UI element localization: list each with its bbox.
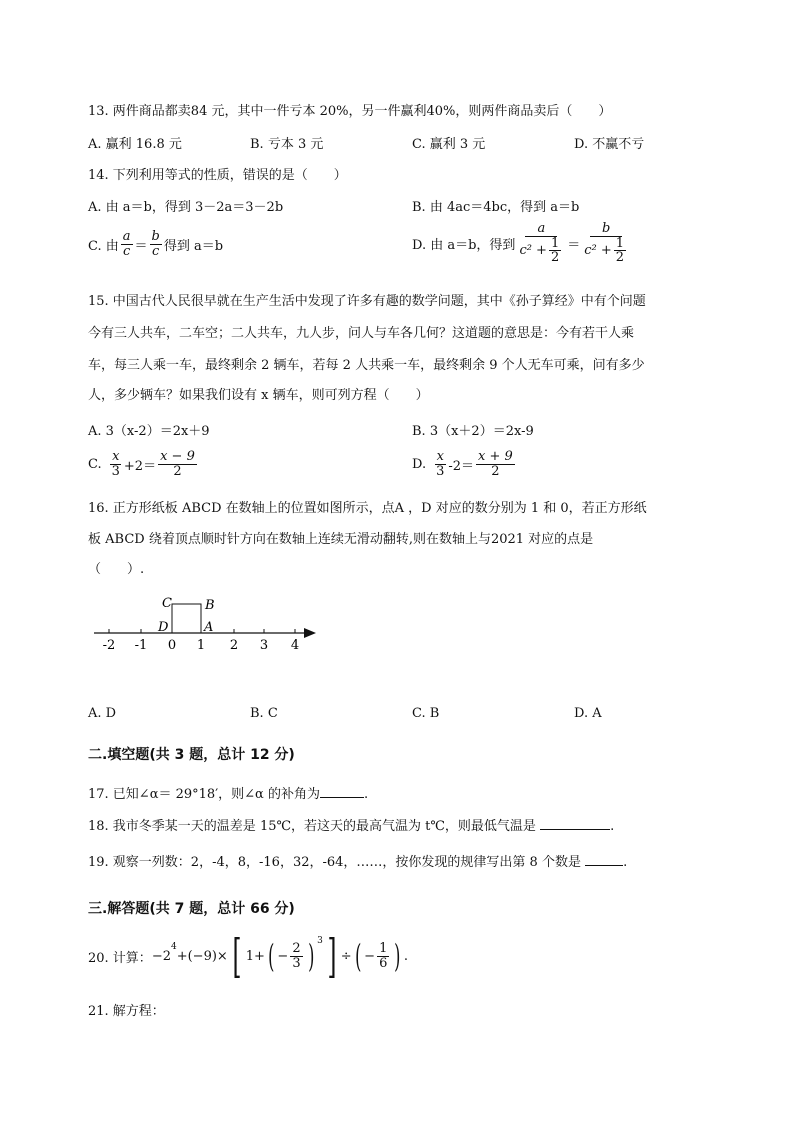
- q14-c-eq: ＝: [134, 238, 148, 254]
- q14-c-frac2: $\frac{b}{c}$: [151, 229, 160, 259]
- number-line-arrow: [304, 628, 316, 638]
- q18: [88, 815, 614, 834]
- q14-c-frac1: $\frac{a}{c}$: [122, 229, 131, 259]
- q18-text: 18. 我市冬季某一天的温差是 15℃，若这天的最高气温为 t℃，则最低气温是: [88, 819, 536, 834]
- q13-option-b[interactable]: B. 亏本 3 元: [250, 137, 324, 152]
- q15-line1: 15. 中国古代人民很早就在生产生活中发现了许多有趣的数学问题，其中《孙子算经》中有个问题: [88, 294, 646, 309]
- q17-period: .: [363, 787, 369, 802]
- q20-one-plus: 1+: [245, 948, 265, 964]
- q20-minus2: −: [364, 948, 376, 964]
- q16-option-c[interactable]: C. B: [412, 706, 440, 721]
- q20: [88, 930, 408, 982]
- q15-d-prefix: D.: [412, 456, 427, 472]
- q14-c-prefix: C. 由: [88, 238, 119, 254]
- q20-frac1: $\frac{2}{3}$: [292, 940, 301, 971]
- tick-labels: [103, 638, 299, 653]
- q15-c-mid: +2＝: [123, 458, 157, 474]
- q15-line4: 人，多少辆车？如果我们设有 x 辆车，则可列方程（ ）: [88, 388, 429, 403]
- q16-option-b[interactable]: B. C: [250, 706, 278, 721]
- q14-option-a[interactable]: A. 由 a＝b，得到 3－2a＝3－2b: [88, 200, 284, 215]
- q14-option-d[interactable]: [412, 222, 632, 265]
- tick-label: 3: [259, 638, 269, 653]
- q15-option-d[interactable]: [412, 450, 517, 478]
- q17-answer-blank[interactable]: [320, 797, 364, 798]
- q20-divide: ÷: [340, 948, 352, 964]
- q14-c-suffix: 得到 a＝b: [163, 238, 224, 254]
- q14-d-eq: ＝: [567, 237, 581, 253]
- q15-c-frac1: $\frac{x}{3}$: [111, 449, 120, 479]
- q20-left-paren2: (: [354, 937, 362, 975]
- q21-title: 21. 解方程：: [88, 1004, 165, 1019]
- q17-text: 17. 已知∠α＝ 29°18′，则∠α 的补角为: [88, 787, 320, 802]
- q14-d-frac1: a c² + $\frac{1}{2}$: [519, 221, 560, 266]
- q16-option-a[interactable]: A. D: [88, 706, 117, 721]
- q13-option-c[interactable]: C. 赢利 3 元: [412, 137, 486, 152]
- q20-term2: +(−9)×: [176, 948, 228, 964]
- q20-period: .: [403, 948, 408, 964]
- q20-exp2: 3: [317, 936, 323, 946]
- q15-d-mid: -2＝: [448, 458, 475, 474]
- q15-c-prefix: C.: [88, 456, 102, 472]
- q20-label: 20. 计算：: [88, 950, 152, 966]
- q14-option-c[interactable]: [88, 230, 223, 258]
- q17: [88, 783, 368, 802]
- tick-label: 4: [290, 638, 300, 653]
- q18-period: .: [610, 819, 615, 834]
- q15-option-b[interactable]: B. 3（x＋2）＝2x-9: [412, 424, 534, 439]
- q19-answer-blank[interactable]: [585, 865, 623, 866]
- tick-label: -2: [102, 638, 116, 653]
- q15-c-frac2: $\frac{x - 9}{2}$: [160, 449, 195, 479]
- q19-text: 19. 观察一列数：2，-4，8，-16，32，-64，……，按你发现的规律写出第 8 个数是: [88, 855, 581, 870]
- q13-option-d[interactable]: D. 不赢不亏: [574, 137, 645, 152]
- q14-option-b[interactable]: B. 由 4ac＝4bc，得到 a＝b: [412, 200, 580, 215]
- label-b: B: [205, 598, 215, 613]
- q16-line1: 16. 正方形纸板 ABCD 在数轴上的位置如图所示，点A ，D 对应的数分别为 1 和 0，若正方形纸: [88, 501, 647, 516]
- q20-frac2: $\frac{1}{6}$: [379, 940, 388, 971]
- q14-stem: 14. 下列利用等式的性质，错误的是（ ）: [88, 168, 347, 183]
- q15-d-frac2: $\frac{x + 9}{2}$: [478, 449, 513, 479]
- label-d: D: [158, 620, 169, 635]
- q15-option-c[interactable]: [88, 450, 199, 478]
- q19-period: .: [623, 855, 628, 870]
- q20-left-paren: (: [268, 937, 275, 975]
- q20-right-paren: ): [307, 937, 314, 975]
- q20-minus1: −: [277, 948, 289, 964]
- label-c: C: [162, 596, 172, 611]
- q14-d-frac2: b c² + $\frac{1}{2}$: [584, 221, 625, 266]
- tick-label: 0: [167, 638, 177, 653]
- q20-term1: −2: [151, 948, 171, 964]
- tick-label: -1: [134, 638, 148, 653]
- q13-option-a[interactable]: A. 赢利 16.8 元: [88, 137, 182, 152]
- q15-d-frac1: $\frac{x}{3}$: [436, 449, 445, 479]
- q13-stem: 13. 两件商品都卖84 元，其中一件亏本 20%，另一件赢利40%，则两件商品卖后（ ）: [88, 104, 612, 119]
- q19: [88, 851, 627, 870]
- number-line-figure: [80, 585, 340, 665]
- section-solve-title: 三.解答题(共 7 题，总计 66 分): [88, 901, 295, 917]
- square-abcd: [172, 604, 201, 633]
- q16-line2: 板 ABCD 绕着顶点顺时针方向在数轴上连续无滑动翻转,则在数轴上与2021 对应的点是: [88, 532, 594, 547]
- q16-option-d[interactable]: D. A: [574, 706, 602, 721]
- q15-option-a[interactable]: A. 3（x-2）＝2x＋9: [88, 424, 210, 439]
- tick-label: 2: [229, 638, 239, 653]
- tick-label: 1: [196, 638, 206, 653]
- label-a: A: [204, 620, 214, 635]
- q20-exp1: 4: [170, 942, 177, 952]
- q20-right-paren2: ): [394, 937, 401, 975]
- q16-line3: （ ）.: [88, 562, 145, 577]
- q15-line3: 车，每三人乘一车，最终剩余 2 辆车，若每 2 人共乘一车，最终剩余 9 个人无车可乘，问有多少: [88, 358, 645, 373]
- q18-answer-blank[interactable]: [540, 829, 610, 830]
- q20-right-bracket: ]: [327, 929, 337, 983]
- q14-d-prefix: D. 由 a＝b，得到: [412, 237, 516, 253]
- section-fill-in-title: 二.填空题(共 3 题，总计 12 分): [88, 747, 295, 763]
- q15-line2: 今有三人共车，二车空；二人共车，九人步，问人与车各几何？这道题的意思是：今有若干人乘: [88, 326, 635, 341]
- q20-left-bracket: [: [232, 929, 242, 983]
